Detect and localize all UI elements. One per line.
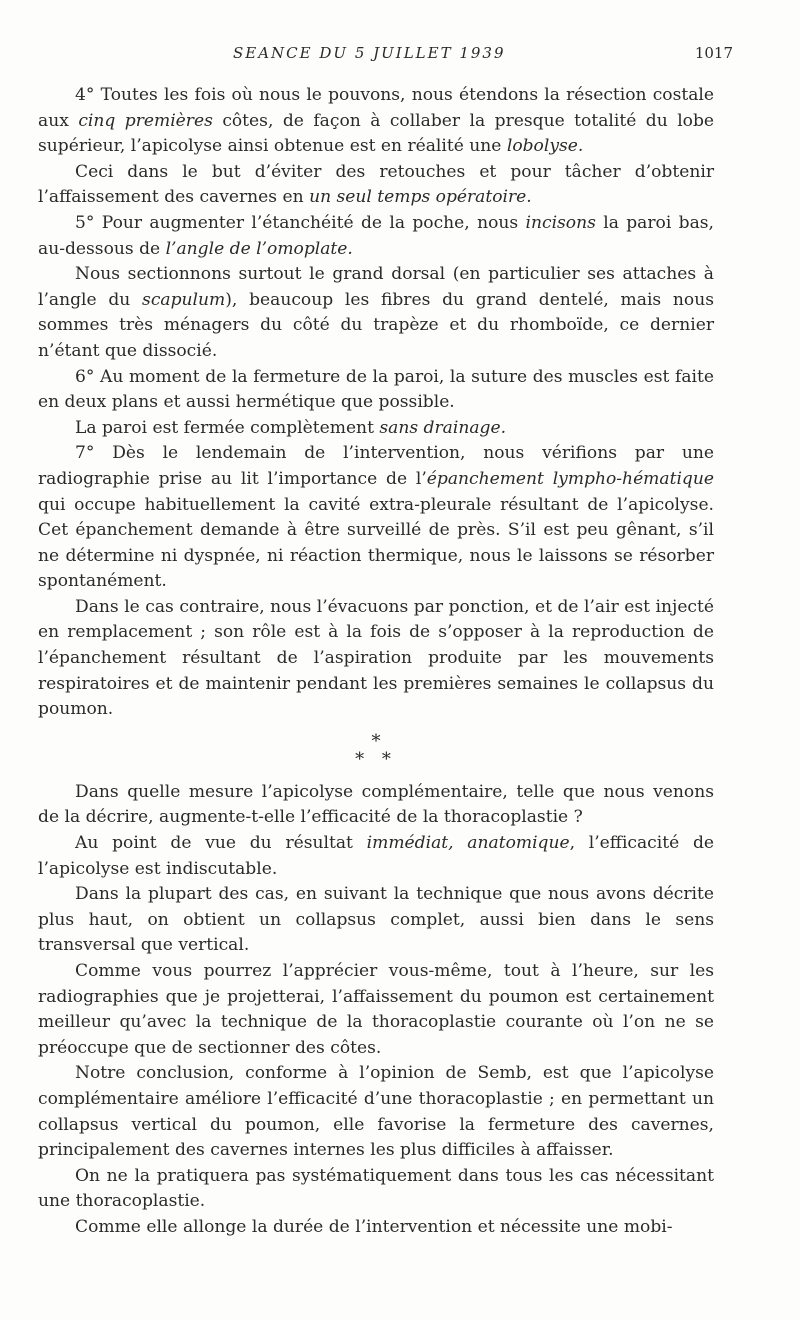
italic-span: lobolyse. — [506, 136, 584, 157]
text-span: Dans quelle mesure l’apicolyse complémentaire, telle que nous venons de la décrire, augmente-t-elle l’efficacité de la thoracoplastie ? — [38, 781, 714, 828]
text-span: côtes, de façon à collaber la presque totalité du lobe supérieur, l’apicolyse ainsi obtenue est en réalité une — [38, 110, 715, 157]
text-span: La paroi est fermée complètement — [75, 417, 380, 438]
text-span: Comme vous pourrez l’apprécier vous-même, tout à l’heure, sur les radiographies que je projetterai, l’affaissement du poumon est certainement meilleur qu’avec la technique de la thoracoplastie courante où l’on ne se préoccupe que de sectionner des côtes. — [38, 961, 714, 1058]
paragraph-p3 — [38, 211, 714, 262]
text-span: 4° Toutes les fois où nous le pouvons, nous étendons la résection costale aux — [38, 85, 714, 131]
italic-span: épanchement lympho-hématique — [426, 468, 714, 489]
italic-span: sans drainage. — [379, 417, 507, 438]
separator-asterisks-bottom: * * — [355, 748, 397, 770]
text-span: la paroi bas, au-dessous de — [38, 212, 714, 259]
text-span: ), beaucoup les fibres du grand dentelé, mais nous sommes très ménagers du côté du trapèze et du rhomboïde, ce dernier n’étant que dissocié. — [38, 289, 714, 361]
text-span: Au point de vue du résultat — [75, 833, 367, 854]
italic-span: l’angle de l’omoplate. — [165, 238, 353, 259]
paragraph-p7 — [38, 441, 714, 595]
paragraph-p15 — [38, 1215, 714, 1241]
paragraph-p2 — [38, 160, 714, 211]
article-body — [38, 83, 714, 1241]
text-span: Dans la plupart des cas, en suivant la technique que nous avons décrite plus haut, on obtient un collapsus complet, aussi bien dans le sens transversal que vertical. — [38, 884, 714, 956]
running-header — [38, 44, 733, 68]
paragraphs-after-separator — [38, 780, 714, 1241]
italic-span: un seul temps opératoire. — [309, 187, 532, 208]
separator-asterisk-top: * — [371, 730, 381, 752]
paragraph-p14 — [38, 1164, 714, 1215]
paragraph-p1 — [38, 83, 714, 160]
text-span: 6° Au moment de la fermeture de la paroi, la suture des muscles est faite en deux plans et aussi hermétique que possible. — [38, 366, 714, 413]
text-span: On ne la pratiquera pas systématiquement dans tous les cas nécessitant une thoracoplastie. — [38, 1165, 714, 1212]
page-number: 1017 — [694, 44, 733, 62]
running-title: SEANCE DU 5 JUILLET 1939 — [233, 44, 506, 62]
text-span: Ceci dans le but d’éviter des retouches et pour tâcher d’obtenir l’affaissement des cavernes en — [38, 161, 714, 208]
italic-span: scapulum — [142, 289, 226, 310]
paragraph-p13 — [38, 1061, 714, 1163]
text-span: 7° Dès le lendemain de l’intervention, nous vérifions par une radiographie prise au lit l’importance de l’ — [38, 443, 714, 489]
text-span: 5° Pour augmenter l’étanchéité de la poche, nous — [75, 212, 526, 233]
paragraph-p8 — [38, 595, 714, 723]
paragraphs-before-separator — [38, 83, 714, 723]
text-span: Dans le cas contraire, nous l’évacuons par ponction, et de l’air est injecté en remplacement ; son rôle est à la fois de s’opposer à la reproduction de l’épanchement résultant de l’aspiration produite par les mouvements respiratoires et de maintenir pendant les premières semaines le collapsus du poumon. — [38, 596, 714, 720]
text-span: qui occupe habituellement la cavité extra-pleurale résultant de l’apicolyse. Cet épanchement demande à être surveillé de près. S’il est peu gênant, s’il ne détermine ni dyspnée, ni réaction thermique, nous le laissons se résorber spontanément. — [38, 494, 714, 592]
italic-span: incisons — [525, 212, 596, 233]
section-separator — [38, 723, 714, 775]
paragraph-p10 — [38, 831, 714, 882]
text-span: Notre conclusion, conforme à l’opinion de Semb, est que l’apicolyse complémentaire améliore l’efficacité d’une thoracoplastie ; en permettant un collapsus vertical du poumon, elle favorise la fermeture des cavernes, principalement des cavernes internes les plus difficiles à affaisser. — [38, 1063, 714, 1161]
paragraph-p11 — [38, 882, 714, 959]
paragraph-p6 — [38, 416, 714, 442]
paragraph-p12 — [38, 959, 714, 1061]
paragraph-p4 — [38, 262, 714, 364]
text-span: Nous sectionnons surtout le grand dorsal (en particulier ses attaches à l’angle du — [38, 264, 714, 310]
italic-span: immédiat, anatomique — [366, 833, 570, 854]
paragraph-p5 — [38, 365, 714, 416]
text-span: Comme elle allonge la durée de l’intervention et nécessite une mobi- — [75, 1216, 673, 1237]
italic-span: cinq premières — [78, 110, 213, 131]
text-span: , l’efficacité de l’apicolyse est indiscutable. — [38, 833, 715, 879]
paragraph-p9 — [38, 780, 714, 831]
